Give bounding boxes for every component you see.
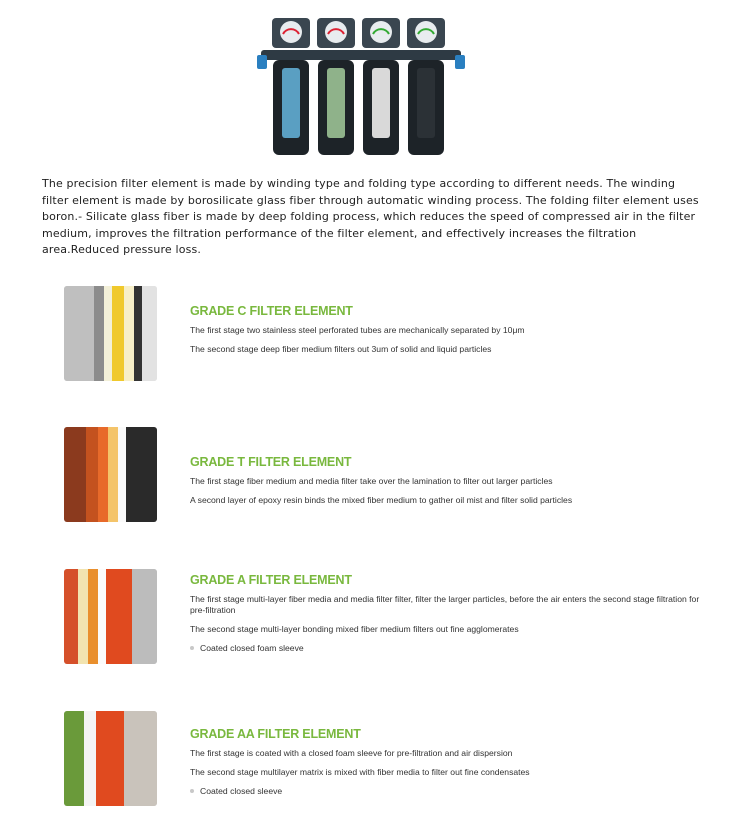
grade-aa-filter-image (64, 711, 157, 806)
grade-aa-bullet-text: Coated closed sleeve (200, 786, 283, 796)
filter-assembly-image (255, 10, 470, 160)
grade-t-filter-image (64, 427, 157, 522)
grade-t-title: GRADE T FILTER ELEMENT (190, 455, 352, 469)
grade-aa-line-2: The second stage multilayer matrix is mixed with fiber media to filter out fine condensates (190, 767, 530, 777)
grade-c-filter-image (64, 286, 157, 381)
bullet-dot-icon (190, 789, 194, 793)
bullet-dot-icon (190, 646, 194, 650)
grade-a-line-2: The second stage multi-layer bonding mixed fiber medium filters out fine agglomerates (190, 624, 519, 634)
grade-a-bullet (190, 643, 700, 653)
grade-a-title: GRADE A FILTER ELEMENT (190, 573, 352, 587)
grade-aa-line-1: The first stage is coated with a closed foam sleeve for pre-filtration and air dispersion (190, 748, 513, 758)
grade-c-line-1: The first stage two stainless steel perforated tubes are mechanically separated by 10μm (190, 325, 525, 335)
grade-c-title: GRADE C FILTER ELEMENT (190, 304, 353, 318)
grade-c-line-2: The second stage deep fiber medium filters out 3um of solid and liquid particles (190, 344, 492, 354)
grade-a-line-1: The first stage multi-layer fiber media and media filter filter, filter the larger particles, before the air enters the second stage filtration for pre-filtration (190, 594, 700, 615)
grade-a-filter-image (64, 569, 157, 664)
grade-aa-title: GRADE AA FILTER ELEMENT (190, 727, 361, 741)
grade-t-line-2: A second layer of epoxy resin binds the mixed fiber medium to gather oil mist and filter solid particles (190, 495, 573, 505)
grade-aa-bullet (190, 786, 700, 796)
grade-a-bullet-text: Coated closed foam sleeve (200, 643, 304, 653)
grade-t-line-1: The first stage fiber medium and media filter take over the lamination to filter out larger particles (190, 476, 553, 486)
intro-paragraph: The precision filter element is made by winding type and folding type according to different needs. The winding filter element is made by borosilicate glass fiber through automatic winding process. The folding filter element uses boron.- Silicate glass fiber is made by deep folding process, which reduces the speed of compressed air in the filter medium, improves the filtration performance of the filter element, and effectively increases the filtration area.Reduced pressure loss. (42, 177, 699, 256)
